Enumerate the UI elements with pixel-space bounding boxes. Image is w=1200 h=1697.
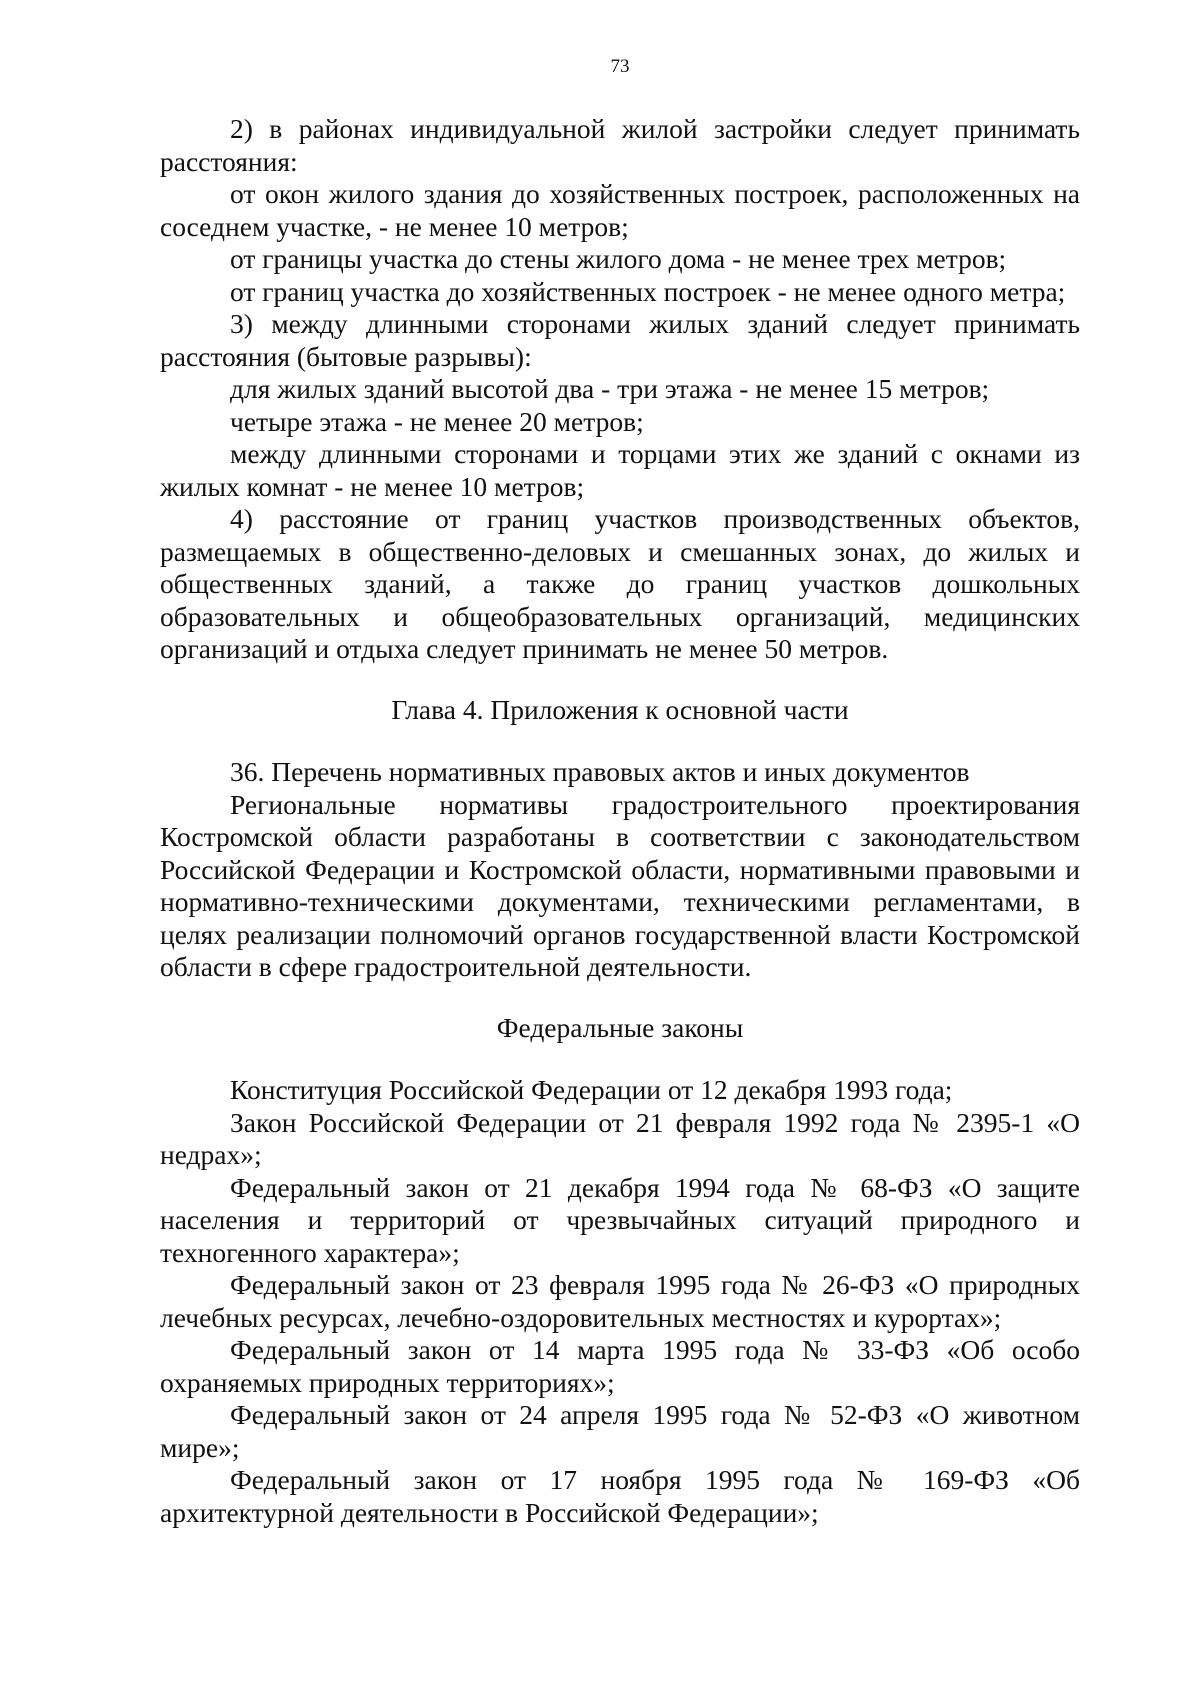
paragraph: Региональные нормативы градостроительного проектирования Костромской области разработаны в соответствии с законодательством Российской Федерации и Костромской области, нормативными правовыми и нормативно-техническими документами, техническими регламентами, в целях реализации полномочий органов государственной власти Костромской области в сфере градостроительной деятельности. <box>160 788 1080 982</box>
paragraph: 3) между длинными сторонами жилых зданий следует принимать расстояния (бытовые разрывы): <box>160 308 1080 372</box>
paragraph: между длинными сторонами и торцами этих же зданий с окнами из жилых комнат - не менее 10 метров; <box>160 438 1080 502</box>
list-item: Конституция Российской Федерации от 12 декабря 1993 года; <box>230 1074 953 1105</box>
paragraph: 36. Перечень нормативных правовых актов и иных документов <box>230 756 970 787</box>
list-item: Федеральный закон от 23 февраля 1995 года № 26-ФЗ «О природных лечебных ресурсах, лечебно-оздоровительных местностях и курортах»; <box>160 1269 1080 1333</box>
paragraph: 4) расстояние от границ участков производственных объектов, размещаемых в общественно-деловых и смешанных зонах, до жилых и общественных зданий, а также до границ участков дошкольных образовательных и общеобразовательных организаций, медицинских организаций и отдыха следует принимать не менее 50 метров. <box>160 503 1080 664</box>
list-item: Федеральный закон от 24 апреля 1995 года № 52-ФЗ «О животном мире»; <box>160 1399 1080 1463</box>
spacer <box>160 984 1080 1012</box>
list-item: Федеральный закон от 21 декабря 1994 года № 68-ФЗ «О защите населения и территорий от чрезвычайных ситуаций природного и техногенного характера»; <box>160 1171 1080 1268</box>
chapter-heading: Глава 4. Приложения к основной части <box>391 693 849 725</box>
spacer <box>160 726 1080 756</box>
paragraph: для жилых зданий высотой два - три этажа - не менее 15 метров; <box>230 373 990 404</box>
paragraph: четыре этажа - не менее 20 метров; <box>230 405 644 437</box>
section-heading: Федеральные законы <box>496 1011 744 1043</box>
page-body <box>160 113 1080 1529</box>
list-item: Федеральный закон от 17 ноября 1995 года № 169-ФЗ «Об архитектурной деятельности в Российской Федерации»; <box>160 1464 1080 1528</box>
paragraph: 2) в районах индивидуальной жилой застройки следует принимать расстояния: <box>160 113 1080 177</box>
spacer <box>160 1044 1080 1074</box>
spacer <box>160 666 1080 694</box>
page-number: 73 <box>610 56 630 77</box>
paragraph: от границы участка до стены жилого дома - не менее трех метров; <box>230 243 1007 274</box>
paragraph: от окон жилого здания до хозяйственных построек, расположенных на соседнем участке, - не менее 10 метров; <box>160 178 1080 242</box>
list-item: Закон Российской Федерации от 21 февраля 1992 года № 2395-1 «О недрах»; <box>160 1106 1080 1170</box>
list-item: Федеральный закон от 14 марта 1995 года № 33-ФЗ «Об особо охраняемых природных территориях»; <box>160 1334 1080 1398</box>
paragraph: от границ участка до хозяйственных построек - не менее одного метра; <box>230 275 1066 307</box>
